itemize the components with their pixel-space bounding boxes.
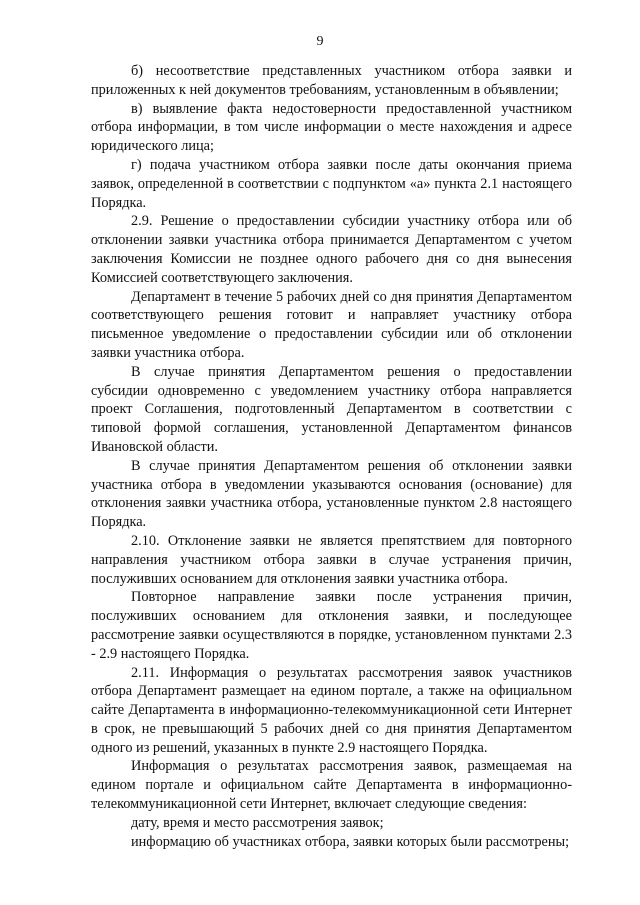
paragraph-item-b: б) несоответствие представленных участником отбора заявки и приложенных к ней документов требованиям, установленным в объявлении;: [91, 63, 572, 98]
paragraph-notification: Департамент в течение 5 рабочих дней со дня принятия Департаментом соответствующего решения готовит и направляет участнику отбора письменное уведомление о предоставлении субсидии или об отклонении заявки участника отбора.: [91, 288, 572, 361]
paragraph-2-11: 2.11. Информация о результатах рассмотрения заявок участников отбора Департамент размещает на едином портале, а также на официальном сайте Департамента в информационно-телекоммуникационной сети Интернет в срок, не превышающий 5 рабочих дней со дня принятия Департаментом одного из решений, указанных в пункте 2.9 настоящего Порядка.: [91, 664, 572, 756]
paragraph-item-v: в) выявление факта недостоверности предоставленной участником отбора информации, в том числе информации о месте нахождения и адресе юридического лица;: [91, 100, 572, 155]
paragraph-2-9: 2.9. Решение о предоставлении субсидии участнику отбора или об отклонении заявки участника отбора принимается Департаментом с учетом заключения Комиссии не позднее одного рабочего дня со дня вынесения Комиссией соответствующего заключения.: [91, 213, 572, 286]
paragraph-item-g: г) подача участником отбора заявки после даты окончания приема заявок, определенной в соответствии с подпунктом «а» пункта 2.1 настоящего Порядка.: [91, 156, 572, 211]
page-number: 9: [316, 34, 324, 49]
paragraph-2-10: 2.10. Отклонение заявки не является препятствием для повторного направления участником отбора заявки в случае устранения причин, послуживших основанием для отклонения заявки участника отбора.: [91, 532, 572, 587]
paragraph-resubmission: Повторное направление заявки после устранения причин, послуживших основанием для отклонения заявки, и последующее рассмотрение заявки осуществляются в порядке, установленном пунктами 2.3 - 2.9 настоящего Порядка.: [91, 589, 572, 662]
document-body: [91, 62, 572, 851]
paragraph-date-time-place: дату, время и место рассмотрения заявок;: [131, 814, 384, 831]
paragraph-published-info: Информация о результатах рассмотрения заявок, размещаемая на едином портале и официальном сайте Департамента в информационно-телекоммуникационной сети Интернет, включает следующие сведения:: [91, 758, 572, 813]
paragraph-grant-decision: В случае принятия Департаментом решения о предоставлении субсидии одновременно с уведомлением участнику отбора направляется проект Соглашения, подготовленный Департаментом в соответствии с типовой формой соглашения, установленной Департаментом финансов Ивановской области.: [91, 363, 572, 455]
paragraph-participants-info: информацию об участниках отбора, заявки которых были рассмотрены;: [131, 833, 570, 850]
paragraph-rejection-decision: В случае принятия Департаментом решения об отклонении заявки участника отбора в уведомлении указываются основания (основание) для отклонения заявки участника отбора, установленные пунктом 2.8 настоящего Порядка.: [91, 457, 572, 531]
